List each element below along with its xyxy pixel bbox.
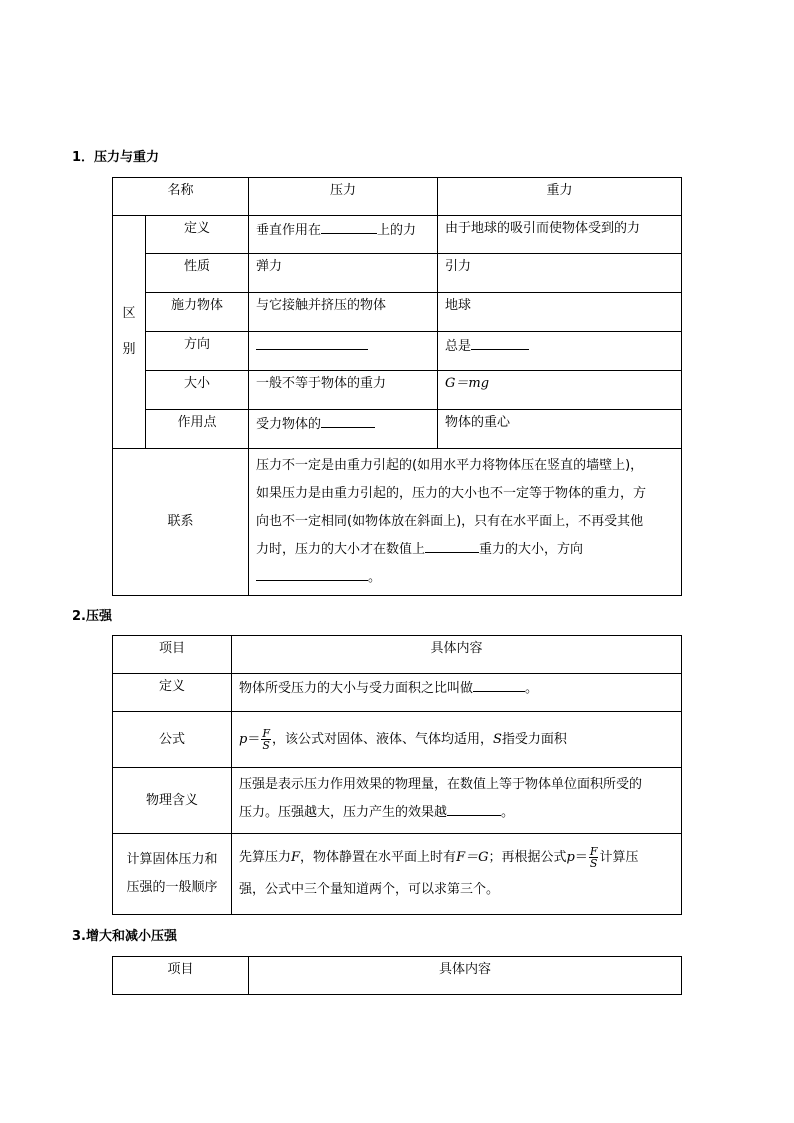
table-row	[113, 332, 682, 371]
fill-blank[interactable]	[473, 678, 525, 692]
magnitude-pressure: 一般不等于物体的重力	[249, 371, 438, 410]
table-header-row	[113, 957, 682, 995]
fill-blank[interactable]	[321, 220, 377, 234]
header-gravity: 重力	[438, 178, 682, 216]
lianxi-label: 联系	[113, 449, 249, 596]
row-label: 公式	[113, 712, 232, 768]
table-header-row	[113, 636, 682, 674]
order-content: 先算压力F，物体静置在水平面上时有F＝G；再根据公式p＝ $\frac{F}{S}$ 计算压 强，公式中三个量知道两个，可以求第三个。	[232, 834, 682, 915]
definition-pressure: 垂直作用在 上的力	[249, 216, 438, 254]
pressure-gravity-table	[112, 177, 682, 596]
section-2-heading: 2.压强	[72, 609, 112, 624]
table-row	[113, 834, 682, 915]
table-row	[113, 216, 682, 254]
nature-gravity: 引力	[438, 254, 682, 293]
table-row	[113, 410, 682, 449]
row-label: 物理含义	[113, 768, 232, 834]
row-label: 性质	[146, 254, 249, 293]
header-content: 具体内容	[232, 636, 682, 674]
header-pressure: 压力	[249, 178, 438, 216]
row-label: 定义	[113, 674, 232, 712]
qubie-cell	[113, 216, 146, 449]
table-row	[113, 449, 682, 596]
magnitude-gravity: G＝mg	[438, 371, 682, 410]
source-gravity: 地球	[438, 293, 682, 332]
table-row	[113, 293, 682, 332]
direction-gravity: 总是	[438, 332, 682, 371]
row-label: 大小	[146, 371, 249, 410]
formula-content: p＝ $\frac{F}{S}$ ，该公式对固体、液体、气体均适用，S指受力面积	[232, 712, 682, 768]
fill-blank[interactable]	[447, 802, 501, 816]
table-header-row	[113, 178, 682, 216]
row-label: 方向	[146, 332, 249, 371]
pressure-intensity-table	[112, 635, 682, 915]
source-pressure: 与它接触并挤压的物体	[249, 293, 438, 332]
table-row	[113, 674, 682, 712]
lianxi-content: 压力不一定是由重力引起的(如用水平力将物体压在竖直的墙壁上)， 如果压力是由重力引起的，压力的大小也不一定等于物体的重力，方 向也不一定相同(如物体放在斜面上)，只有在水平面上，不再受其他 力时，压力的大小才在数值上 重力的大小，方向 。	[249, 449, 682, 596]
increase-decrease-table	[112, 956, 682, 995]
fraction: $\frac{F}{S}$	[262, 727, 270, 752]
definition-content: 物体所受压力的大小与受力面积之比叫做 。	[232, 674, 682, 712]
header-name: 名称	[113, 178, 249, 216]
qubie-char-1: 区	[122, 306, 136, 321]
nature-pressure: 弹力	[249, 254, 438, 293]
table-row	[113, 371, 682, 410]
point-pressure: 受力物体的	[249, 410, 438, 449]
header-item: 项目	[113, 957, 249, 995]
fill-blank[interactable]	[471, 336, 529, 350]
meaning-content: 压强是表示压力作用效果的物理量，在数值上等于物体单位面积所受的 压力。压强越大，压力产生的效果越 。	[232, 768, 682, 834]
point-gravity: 物体的重心	[438, 410, 682, 449]
table-row	[113, 712, 682, 768]
section-3-heading: 3.增大和减小压强	[72, 929, 177, 944]
table-row	[113, 768, 682, 834]
header-item: 项目	[113, 636, 232, 674]
definition-gravity: 由于地球的吸引而使物体受到的力	[438, 216, 682, 254]
row-label: 作用点	[146, 410, 249, 449]
header-content: 具体内容	[249, 957, 682, 995]
row-label: 施力物体	[146, 293, 249, 332]
fill-blank[interactable]	[425, 539, 479, 553]
table-row	[113, 254, 682, 293]
direction-pressure	[249, 332, 438, 371]
row-label: 定义	[146, 216, 249, 254]
section-1-heading: 1．压力与重力	[72, 150, 160, 165]
fill-blank[interactable]	[321, 414, 375, 428]
row-label: 计算固体压力和 压强的一般顺序	[113, 834, 232, 915]
qubie-char-2: 别	[122, 342, 136, 357]
fill-blank[interactable]	[256, 336, 368, 350]
fill-blank[interactable]	[256, 567, 368, 581]
fraction: $\frac{F}{S}$	[589, 845, 598, 870]
